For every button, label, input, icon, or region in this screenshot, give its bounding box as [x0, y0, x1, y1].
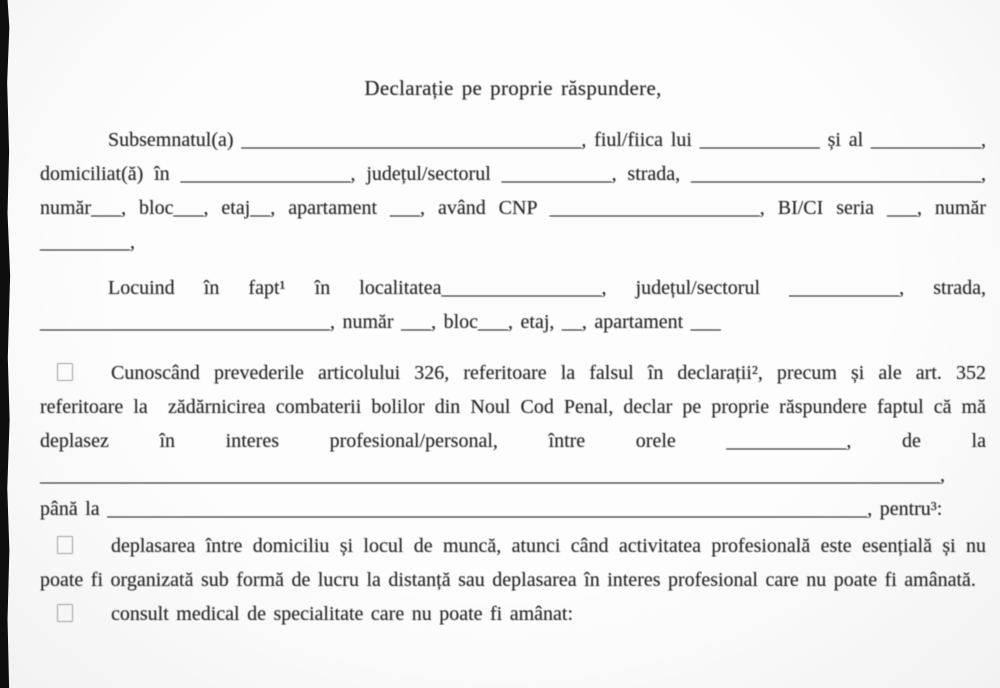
document-content — [40, 0, 994, 631]
reason-item-medical — [40, 597, 986, 631]
document-title: Declarație pe proprie răspundere, — [364, 76, 662, 100]
reason-item-work-travel — [40, 529, 994, 597]
paragraph-declaration — [40, 356, 994, 526]
checkbox-reason-work-travel — [57, 536, 73, 554]
paragraph-residence: Locuind în fapt¹ în localitatea________________, județul/sectorul ___________, strada, _____________________________, număr ___, bloc___, etaj, __, apartament ___ — [40, 277, 994, 333]
checkbox-reason-medical — [57, 604, 73, 622]
reason-work-travel-text: deplasarea între domiciliu și locul de muncă, atunci când activitatea profesională este esențială și nu poate fi organizată sub formă de lucru la distanță sau deplasarea în interes profesional care nu poate fi amânată. — [40, 535, 994, 591]
scan-edge-artifact — [0, 0, 13, 688]
reason-medical-text: consult medical de specialitate care nu poate fi amânat: — [111, 603, 574, 625]
checkbox-declaration — [57, 363, 73, 381]
paragraph-identity: Subsemnatul(a) __________________________________, fiul/fiica lui ____________ și al ___________, domiciliat(ă) în _________________, județul/sectorul ___________, strada, _____________________________, număr___, bloc___, etaj__, apartament ___, având CNP _____________________, BI/CI seria ___, număr _________, — [40, 129, 994, 253]
declaration-text: Cunoscând prevederile articolului 326, referitoare la falsul în declarații², precum și ale art. 352 referitoare la zădărnicirea combaterii bolilor din Noul Cod Penal, declar pe proprie răspundere faptul că mă deplasez în interes profesional/personal, între orele ____________, de la __________________________________________________________________________________________, până la ____________________________________________________________________________, pentru³: — [40, 362, 994, 520]
